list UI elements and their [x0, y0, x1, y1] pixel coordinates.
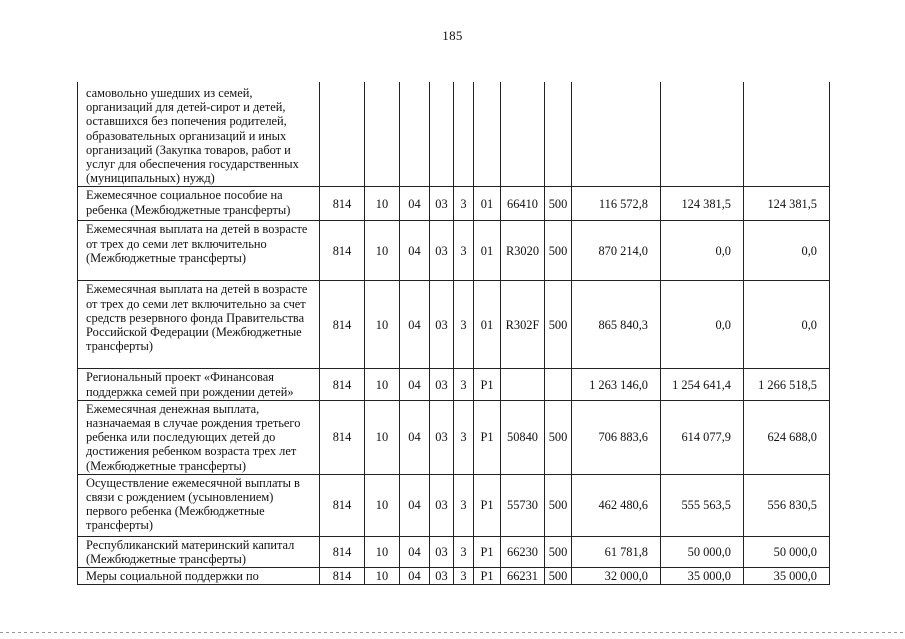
amount-year-2-cell: 614 077,9 — [661, 400, 744, 474]
description-cell: Ежемесячное социальное пособие на ребенка (Межбюджетные трансферты) — [78, 187, 320, 221]
event-code-cell: P1 — [474, 568, 501, 585]
section-code-cell: 10 — [365, 536, 400, 567]
description-cell: самовольно ушедших из семей, организаций для детей-сирот и детей, оставшихся без попечения родителей, образовательных организаций и иных организаций (Закупка товаров, работ и услуг для обеспечения государственных (муниципальных) нужд) — [78, 82, 320, 187]
table-row — [78, 187, 830, 221]
subprogram-code-cell: 3 — [454, 474, 474, 536]
ministry-code-cell: 814 — [320, 187, 365, 221]
subsection-code-cell: 04 — [400, 400, 430, 474]
direction-code-cell — [501, 82, 545, 187]
expense-type-cell: 500 — [545, 221, 572, 281]
expense-type-cell: 500 — [545, 281, 572, 369]
direction-code-cell: 50840 — [501, 400, 545, 474]
program-code-cell: 03 — [430, 400, 454, 474]
direction-code-cell: 66410 — [501, 187, 545, 221]
table-row — [78, 369, 830, 400]
description-cell: Ежемесячная выплата на детей в возрасте от трех до семи лет включительно за счет средств резервного фонда Правительства Российской Федерации (Межбюджетные трансферты) — [78, 281, 320, 369]
amount-year-1-cell: 865 840,3 — [572, 281, 661, 369]
subsection-code-cell: 04 — [400, 221, 430, 281]
direction-code-cell: 66230 — [501, 536, 545, 567]
section-code-cell: 10 — [365, 221, 400, 281]
amount-year-1-cell: 870 214,0 — [572, 221, 661, 281]
table-row — [78, 536, 830, 567]
expense-type-cell — [545, 82, 572, 187]
page-number: 185 — [442, 28, 463, 43]
amount-year-3-cell: 624 688,0 — [744, 400, 830, 474]
ministry-code-cell: 814 — [320, 369, 365, 400]
direction-code-cell: 55730 — [501, 474, 545, 536]
subprogram-code-cell: 3 — [454, 400, 474, 474]
expense-type-cell: 500 — [545, 187, 572, 221]
amount-year-2-cell: 555 563,5 — [661, 474, 744, 536]
event-code-cell: P1 — [474, 400, 501, 474]
program-code-cell: 03 — [430, 221, 454, 281]
amount-year-2-cell: 0,0 — [661, 281, 744, 369]
section-code-cell: 10 — [365, 187, 400, 221]
section-code-cell: 10 — [365, 369, 400, 400]
subprogram-code-cell — [454, 82, 474, 187]
subprogram-code-cell: 3 — [454, 187, 474, 221]
amount-year-1-cell: 462 480,6 — [572, 474, 661, 536]
program-code-cell — [430, 82, 454, 187]
subsection-code-cell: 04 — [400, 187, 430, 221]
section-code-cell: 10 — [365, 400, 400, 474]
ministry-code-cell: 814 — [320, 221, 365, 281]
amount-year-3-cell: 0,0 — [744, 281, 830, 369]
table-body — [78, 82, 830, 585]
table-row — [78, 400, 830, 474]
program-code-cell: 03 — [430, 369, 454, 400]
event-code-cell: 01 — [474, 221, 501, 281]
amount-year-3-cell — [744, 82, 830, 187]
description-cell: Республиканский материнский капитал (Межбюджетные трансферты) — [78, 536, 320, 567]
program-code-cell: 03 — [430, 281, 454, 369]
subprogram-code-cell: 3 — [454, 536, 474, 567]
event-code-cell: P1 — [474, 536, 501, 567]
subsection-code-cell: 04 — [400, 281, 430, 369]
event-code-cell: 01 — [474, 187, 501, 221]
amount-year-1-cell: 706 883,6 — [572, 400, 661, 474]
ministry-code-cell: 814 — [320, 281, 365, 369]
program-code-cell: 03 — [430, 536, 454, 567]
table-row — [78, 568, 830, 585]
table-row — [78, 281, 830, 369]
ministry-code-cell: 814 — [320, 400, 365, 474]
amount-year-2-cell: 35 000,0 — [661, 568, 744, 585]
amount-year-3-cell: 1 266 518,5 — [744, 369, 830, 400]
description-cell: Региональный проект «Финансовая поддержка семей при рождении детей» — [78, 369, 320, 400]
direction-code-cell: 66231 — [501, 568, 545, 585]
ministry-code-cell: 814 — [320, 568, 365, 585]
description-cell: Меры социальной поддержки по — [78, 568, 320, 585]
section-code-cell: 10 — [365, 474, 400, 536]
amount-year-2-cell — [661, 82, 744, 187]
ministry-code-cell: 814 — [320, 474, 365, 536]
amount-year-2-cell: 0,0 — [661, 221, 744, 281]
table-row — [78, 82, 830, 187]
expense-type-cell: 500 — [545, 536, 572, 567]
amount-year-1-cell: 32 000,0 — [572, 568, 661, 585]
direction-code-cell — [501, 369, 545, 400]
event-code-cell — [474, 82, 501, 187]
subprogram-code-cell: 3 — [454, 281, 474, 369]
ministry-code-cell — [320, 82, 365, 187]
direction-code-cell: R302F — [501, 281, 545, 369]
amount-year-3-cell: 0,0 — [744, 221, 830, 281]
section-code-cell: 10 — [365, 281, 400, 369]
ministry-code-cell: 814 — [320, 536, 365, 567]
page-bottom-edge — [0, 632, 905, 633]
subsection-code-cell: 04 — [400, 474, 430, 536]
subsection-code-cell: 04 — [400, 568, 430, 585]
amount-year-3-cell: 556 830,5 — [744, 474, 830, 536]
amount-year-3-cell: 124 381,5 — [744, 187, 830, 221]
amount-year-2-cell: 1 254 641,4 — [661, 369, 744, 400]
description-cell: Ежемесячная выплата на детей в возрасте от трех до семи лет включительно (Межбюджетные трансферты) — [78, 221, 320, 281]
description-cell: Осуществление ежемесячной выплаты в связи с рождением (усыновлением) первого ребенка (Межбюджетные трансферты) — [78, 474, 320, 536]
amount-year-3-cell: 50 000,0 — [744, 536, 830, 567]
amount-year-3-cell: 35 000,0 — [744, 568, 830, 585]
table-row — [78, 221, 830, 281]
event-code-cell: 01 — [474, 281, 501, 369]
description-cell: Ежемесячная денежная выплата, назначаемая в случае рождения третьего ребенка или последующих детей до достижения ребенком возраста трех лет (Межбюджетные трансферты) — [78, 400, 320, 474]
amount-year-1-cell: 1 263 146,0 — [572, 369, 661, 400]
event-code-cell: P1 — [474, 474, 501, 536]
subprogram-code-cell: 3 — [454, 568, 474, 585]
amount-year-2-cell: 50 000,0 — [661, 536, 744, 567]
expense-type-cell: 500 — [545, 568, 572, 585]
subprogram-code-cell: 3 — [454, 221, 474, 281]
subsection-code-cell — [400, 82, 430, 187]
amount-year-1-cell: 61 781,8 — [572, 536, 661, 567]
expense-type-cell: 500 — [545, 400, 572, 474]
subprogram-code-cell: 3 — [454, 369, 474, 400]
section-code-cell: 10 — [365, 568, 400, 585]
direction-code-cell: R3020 — [501, 221, 545, 281]
program-code-cell: 03 — [430, 568, 454, 585]
table-row — [78, 474, 830, 536]
section-code-cell — [365, 82, 400, 187]
subsection-code-cell: 04 — [400, 536, 430, 567]
event-code-cell: P1 — [474, 369, 501, 400]
expense-type-cell — [545, 369, 572, 400]
program-code-cell: 03 — [430, 187, 454, 221]
budget-table — [77, 82, 830, 585]
subsection-code-cell: 04 — [400, 369, 430, 400]
amount-year-1-cell: 116 572,8 — [572, 187, 661, 221]
amount-year-1-cell — [572, 82, 661, 187]
amount-year-2-cell: 124 381,5 — [661, 187, 744, 221]
expense-type-cell: 500 — [545, 474, 572, 536]
program-code-cell: 03 — [430, 474, 454, 536]
